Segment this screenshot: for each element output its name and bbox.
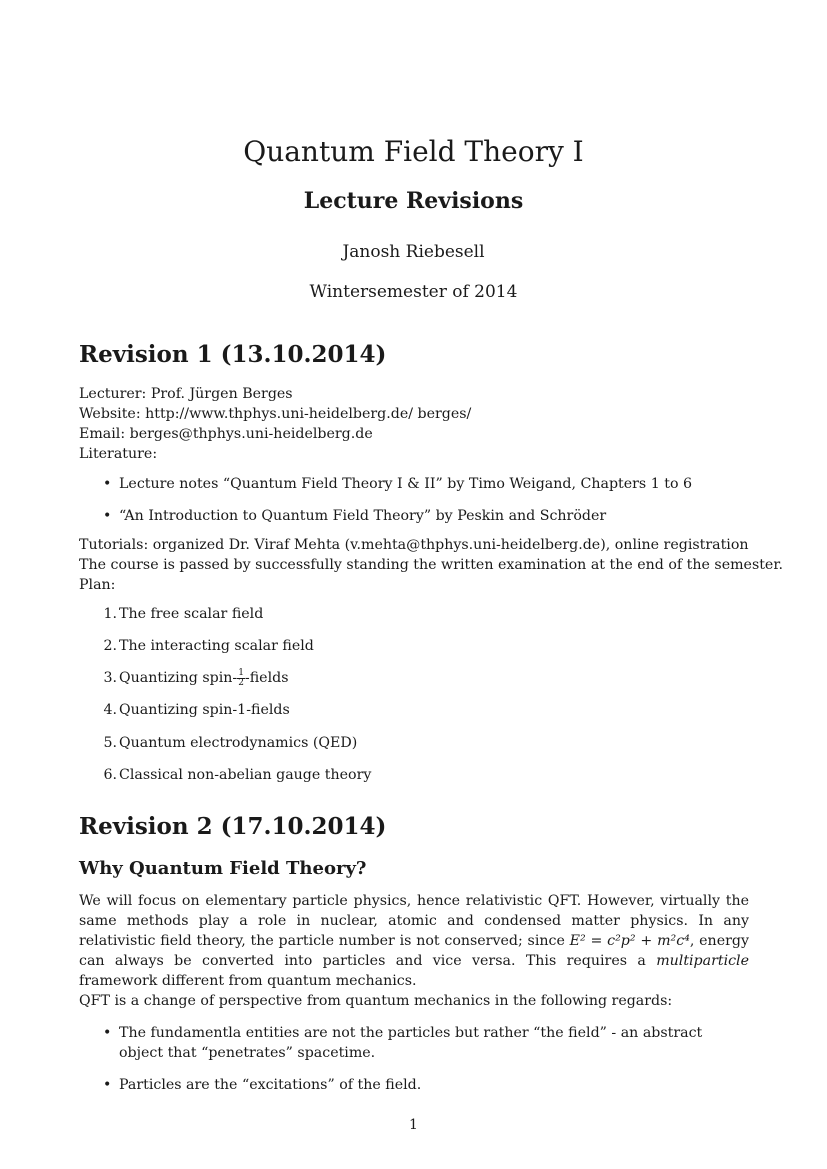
document-date: Wintersemester of 2014 — [309, 282, 518, 302]
list-number: 4. — [103, 702, 117, 718]
literature-label: Literature: — [79, 446, 158, 462]
section-heading-revision-2: Revision 2 (17.10.2014) — [79, 813, 387, 840]
list-item-text: The fundamentla entities are not the particles but rather “the field” - an abstract object that “penetrates” spacetime. — [119, 1025, 703, 1061]
list-number: 1. — [103, 606, 117, 622]
list-item-text: Quantizing spin- $\frac{1}{2}$ -fields — [119, 667, 289, 688]
author-name: Janosh Riebesell — [342, 242, 485, 262]
bullet-icon: • — [103, 1025, 112, 1041]
lecturer-line: Lecturer: Prof. Jürgen Berges — [79, 386, 293, 402]
website-line: Website: http://www.thphys.uni-heidelberg.de/ berges/ — [79, 406, 472, 422]
list-item-text: The interacting scalar field — [119, 638, 314, 654]
bullet-icon: • — [103, 476, 112, 492]
bullet-icon: • — [103, 508, 112, 524]
document-title: Quantum Field Theory I — [243, 135, 584, 168]
paragraph-perspective: QFT is a change of perspective from quantum mechanics in the following regards: — [79, 993, 673, 1009]
list-number: 3. — [103, 670, 117, 686]
list-item-text: Classical non-abelian gauge theory — [119, 767, 372, 783]
fraction-one-half: $\frac{1}{2}$ — [238, 667, 244, 688]
list-item-text: Quantum electrodynamics (QED) — [119, 735, 358, 751]
bullet-icon: • — [103, 1077, 112, 1093]
list-number: 5. — [103, 735, 117, 751]
list-item-text: Particles are the “excitations” of the field. — [119, 1077, 422, 1093]
list-item-text: Quantizing spin-1-fields — [119, 702, 290, 718]
document-subtitle: Lecture Revisions — [303, 188, 524, 214]
plan-label: Plan: — [79, 577, 116, 593]
subsection-heading: Why Quantum Field Theory? — [79, 858, 367, 879]
list-number: 6. — [103, 767, 117, 783]
section-heading-revision-1: Revision 1 (13.10.2014) — [79, 341, 387, 368]
tutorials-line: Tutorials: organized Dr. Viraf Mehta (v.mehta@thphys.uni-heidelberg.de), online registration — [79, 537, 749, 553]
list-number: 2. — [103, 638, 117, 654]
list-item-text: Lecture notes “Quantum Field Theory I & II” by Timo Weigand, Chapters 1 to 6 — [119, 476, 693, 492]
exam-line: The course is passed by successfully standing the written examination at the end of the semester. — [79, 557, 784, 573]
list-item-text: The free scalar field — [119, 606, 264, 622]
page-number: 1 — [409, 1117, 418, 1133]
email-line: Email: berges@thphys.uni-heidelberg.de — [79, 426, 373, 442]
paragraph-intro: We will focus on elementary particle physics, hence relativistic QFT. However, virtually the same methods play a role in nuclear, atomic and condensed matter physics. In any relativistic field theory, the particle number is not conserved; since E² = c²p² + m²c⁴, energy can always be converted into particles and vice versa. This requires a multiparticle framework different from quantum mechanics. — [79, 893, 749, 989]
list-item-text: “An Introduction to Quantum Field Theory” by Peskin and Schröder — [119, 508, 607, 524]
energy-equation: E² = c²p² + m²c⁴ — [569, 933, 690, 949]
